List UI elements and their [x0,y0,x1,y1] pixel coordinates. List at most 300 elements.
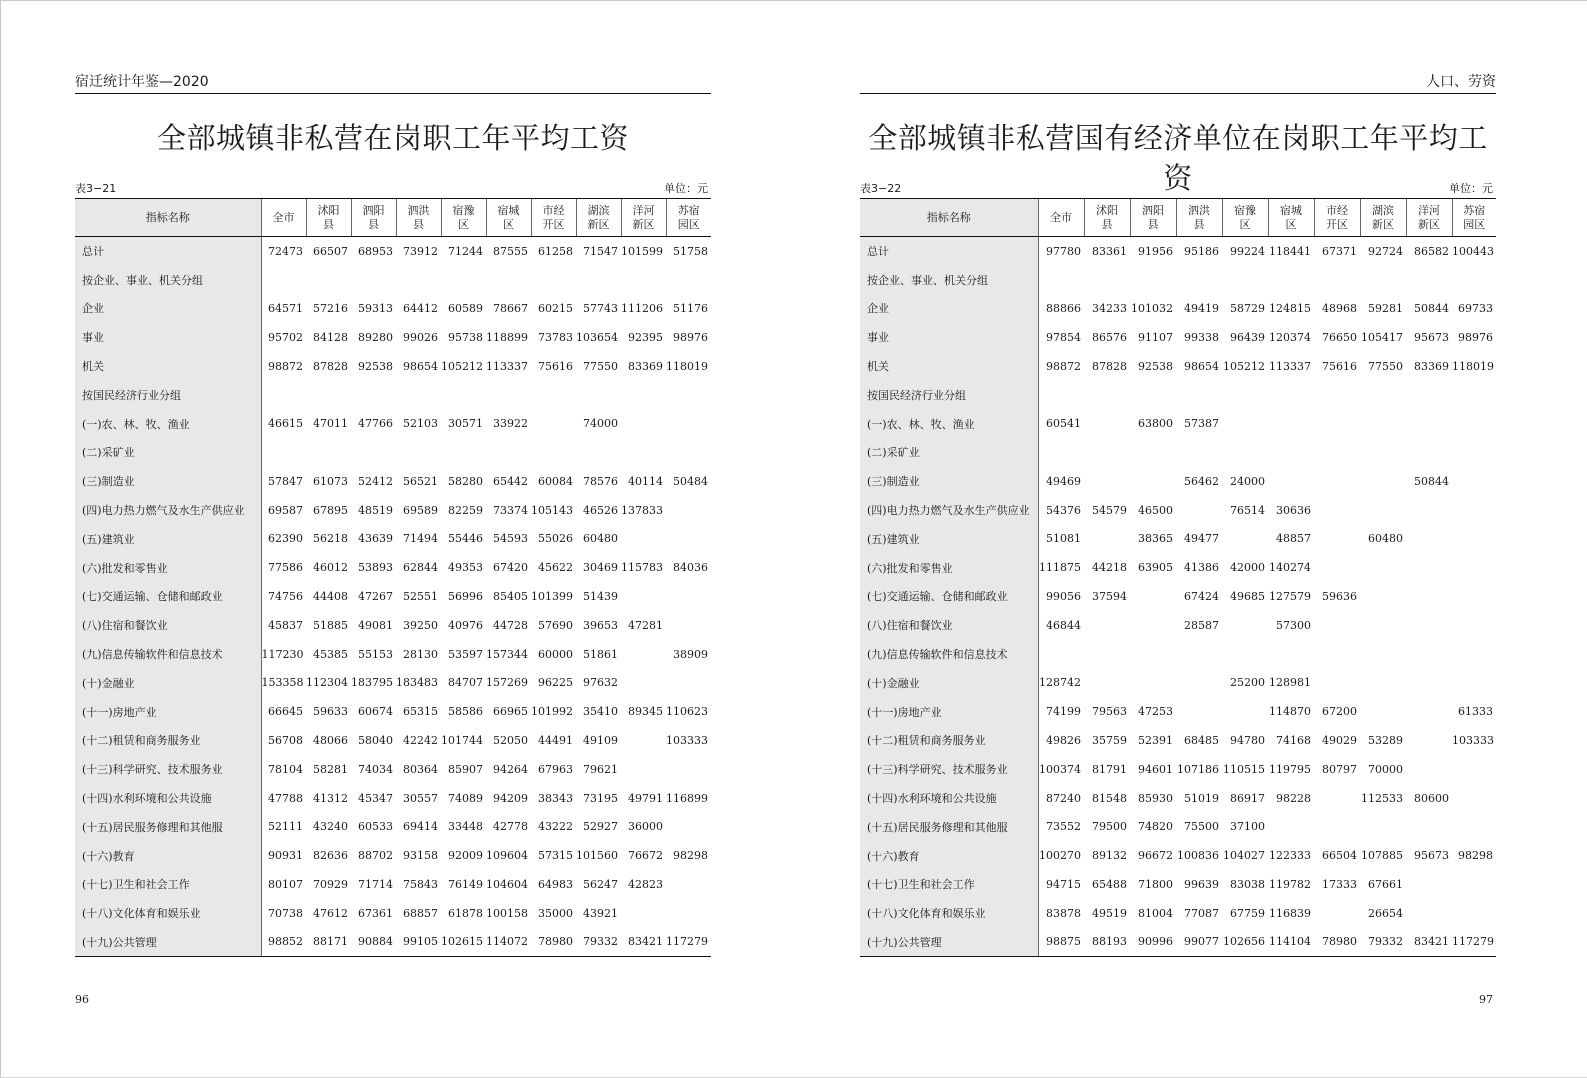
table-cell [1452,899,1496,928]
running-head: 宿迁统计年鉴—2020 [75,72,711,94]
table-cell [1314,899,1360,928]
table-cell [1406,524,1452,553]
table-row [860,582,1496,611]
table-cell [1360,467,1406,496]
table-cell: 79500 [1092,820,1127,834]
row-label: (二)采矿业 [860,438,1038,467]
table-cell: 74168 [1276,733,1311,747]
table-cell [396,438,441,467]
table-cell: 67420 [493,561,528,575]
row-label: 按企业、事业、机关分组 [860,265,1038,294]
table-cell: 80797 [1322,762,1357,776]
table-row [75,352,711,381]
table-cell: 80364 [403,762,438,776]
table-cell: 92009 [448,849,483,863]
table-row [75,294,711,323]
table-cell: 114104 [1268,928,1314,957]
table-cell: 89280 [358,330,393,344]
table-cell [666,870,711,899]
row-label: 事业 [75,323,261,352]
table-cell [666,812,711,841]
table-cell: 74000 [583,417,618,431]
table-cell: 51885 [313,618,348,632]
table-cell: 97854 [1046,330,1081,344]
table-cell: 67963 [538,762,573,776]
row-label: (十七)卫生和社会工作 [75,870,261,899]
table-cell [486,380,531,409]
table-cell [1314,467,1360,496]
table-cell: 77087 [1184,906,1219,920]
table-cell: 157269 [486,676,528,690]
table-cell [1130,380,1176,409]
table-cell: 67361 [358,906,393,920]
table-cell [1406,899,1452,928]
table-cell: 73783 [538,330,573,344]
table-cell [621,380,666,409]
table-cell: 71714 [358,877,393,891]
column-header: 湖滨 新区 [576,199,621,237]
row-label: (十二)租赁和商务服务业 [860,726,1038,755]
table-cell: 117279 [666,928,711,957]
table-row [860,870,1496,899]
table-cell [1406,812,1452,841]
table-cell [261,265,306,294]
table-cell: 56247 [583,877,618,891]
table-number: 表3−21 [75,182,117,195]
table-cell: 70738 [268,906,303,920]
row-label: (十五)居民服务修理和其他服 [860,812,1038,841]
table-cell: 43921 [583,906,618,920]
table-cell: 78576 [583,474,618,488]
table-cell: 84707 [448,676,483,690]
table-cell [1038,438,1084,467]
table-cell: 60000 [538,647,573,661]
table-cell: 46012 [313,561,348,575]
row-label: 总计 [75,237,261,266]
table-cell: 96439 [1230,330,1265,344]
table-cell [1130,668,1176,697]
table-cell [531,380,576,409]
table-cell [1130,438,1176,467]
table-cell: 88866 [1046,301,1081,315]
table-cell: 91107 [1138,330,1173,344]
table-cell: 51081 [1046,532,1081,546]
table-cell: 95186 [1184,244,1219,258]
table-cell [1314,611,1360,640]
table-cell [1406,438,1452,467]
table-row [860,294,1496,323]
table-row [75,726,711,755]
table-cell [621,582,666,611]
row-label: 企业 [860,294,1038,323]
table-cell: 92395 [628,330,663,344]
table-cell: 59633 [313,705,348,719]
table-cell: 30469 [583,561,618,575]
table-row [860,928,1496,957]
table-cell [1084,265,1130,294]
table-cell: 87240 [1046,791,1081,805]
table-cell: 183483 [396,676,438,690]
table-cell [1314,524,1360,553]
table-cell: 76672 [628,849,663,863]
table-cell: 66507 [313,244,348,258]
column-header: 市经 开区 [1314,199,1360,237]
table-cell: 90884 [351,928,396,957]
table-cell [1314,812,1360,841]
column-header: 沭阳 县 [306,199,351,237]
table-cell: 69414 [403,820,438,834]
table-cell: 81548 [1092,791,1127,805]
table-cell [1130,582,1176,611]
table-cell: 60533 [358,820,393,834]
table-cell: 116899 [666,791,708,805]
table-cell [306,438,351,467]
table-row [75,697,711,726]
table-cell: 93158 [403,849,438,863]
table-cell: 66645 [268,705,303,719]
table-cell: 92724 [1368,244,1403,258]
table-cell [1452,380,1496,409]
row-label: (九)信息传输软件和信息技术 [860,640,1038,669]
table-cell: 45622 [538,561,573,575]
table-cell: 65488 [1092,877,1127,891]
table-row [75,380,711,409]
table-cell [1452,755,1496,784]
table-cell: 52927 [583,820,618,834]
table-cell [531,409,576,438]
table-cell: 117230 [261,647,304,661]
table-cell: 76514 [1230,503,1265,517]
table-cell: 79563 [1092,705,1127,719]
table-cell: 49029 [1322,733,1357,747]
table-cell [351,380,396,409]
table-cell: 53597 [448,647,483,661]
table-cell: 75616 [1322,359,1357,373]
table-cell: 68953 [358,244,393,258]
table-cell: 43240 [313,820,348,834]
table-cell [1360,496,1406,525]
row-label: (十)金融业 [860,668,1038,697]
table-cell: 47281 [628,618,663,632]
row-label: (十一)房地产业 [860,697,1038,726]
table-cell: 45347 [358,791,393,805]
table-cell: 78980 [1314,928,1360,957]
table-cell: 98298 [673,849,708,863]
table-cell: 114072 [486,928,531,957]
table-cell: 50484 [673,474,708,488]
table-cell [1452,870,1496,899]
row-label: (十六)教育 [75,841,261,870]
table-cell: 76650 [1322,330,1357,344]
column-header: 沭阳 县 [1084,199,1130,237]
column-header: 湖滨 新区 [1360,199,1406,237]
table-cell: 58729 [1230,301,1265,315]
table-cell: 42242 [403,733,438,747]
table-cell: 46500 [1138,503,1173,517]
table-cell: 83421 [1406,928,1452,957]
table-cell: 35410 [583,705,618,719]
table-cell: 94601 [1138,762,1173,776]
table-header-row [860,199,1496,237]
table-cell [666,755,711,784]
table-cell [1176,380,1222,409]
table-cell [1084,524,1130,553]
table-cell: 99338 [1184,330,1219,344]
table-cell: 87828 [313,359,348,373]
table-cell: 84036 [673,561,708,575]
table-cell [1452,640,1496,669]
table-cell [261,380,306,409]
table-cell: 102656 [1222,928,1268,957]
table-cell: 38909 [673,647,708,661]
table-row [75,553,711,582]
table-cell: 66504 [1322,849,1357,863]
table-cell: 105143 [531,503,573,517]
table-cell [1268,380,1314,409]
table-cell [1314,668,1360,697]
table-cell [1268,265,1314,294]
table-cell [621,640,666,669]
table-cell: 95702 [268,330,303,344]
table-cell: 101032 [1131,301,1173,315]
table-cell [1360,553,1406,582]
table-cell [666,265,711,294]
table-cell [1130,640,1176,669]
table-cell [531,438,576,467]
table-cell: 120374 [1269,330,1311,344]
table-cell: 60674 [358,705,393,719]
table-cell: 69589 [403,503,438,517]
table-cell [1130,265,1176,294]
table-cell: 105212 [1223,359,1265,373]
table-cell [621,524,666,553]
table-cell: 105212 [441,359,483,373]
left-page [75,0,711,1077]
table-cell: 52412 [358,474,393,488]
column-header-indicator: 指标名称 [860,199,1038,237]
table-cell: 137833 [621,503,663,517]
table-cell: 30636 [1276,503,1311,517]
table-cell: 52050 [493,733,528,747]
table-cell: 109604 [486,849,528,863]
table-cell [1084,467,1130,496]
table-cell: 100836 [1177,849,1219,863]
table-cell [486,265,531,294]
table-cell [396,265,441,294]
table-cell [1130,467,1176,496]
row-label: (十三)科学研究、技术服务业 [860,755,1038,784]
table-cell [1406,640,1452,669]
table-cell: 49519 [1092,906,1127,920]
table-cell: 37100 [1230,820,1265,834]
table-cell [1314,380,1360,409]
table-cell [1360,409,1406,438]
table-cell [1452,812,1496,841]
table-cell: 183795 [351,676,393,690]
table-cell: 92538 [358,359,393,373]
table-cell: 90931 [268,849,303,863]
row-label: 按国民经济行业分组 [75,380,261,409]
table-cell: 43639 [358,532,393,546]
table-cell: 82259 [448,503,483,517]
table-row [75,755,711,784]
column-header: 苏宿 园区 [666,199,711,237]
table-cell: 128981 [1269,676,1311,690]
table-cell: 47612 [313,906,348,920]
column-header: 市经 开区 [531,199,576,237]
table-cell: 30557 [403,791,438,805]
table-cell: 98228 [1276,791,1311,805]
table-cell: 75500 [1184,820,1219,834]
table-cell [666,380,711,409]
table-cell: 74756 [268,589,303,603]
table-cell [1360,611,1406,640]
row-label: (七)交通运输、仓储和邮政业 [860,582,1038,611]
table-cell [1452,438,1496,467]
table-cell: 101992 [531,705,573,719]
table-cell [1084,409,1130,438]
table-cell [621,265,666,294]
table-row [75,841,711,870]
table-row [75,265,711,294]
table-cell: 60480 [583,532,618,546]
table-cell: 77550 [1368,359,1403,373]
table-row [860,496,1496,525]
table-cell: 63800 [1138,417,1173,431]
table-row [75,524,711,553]
table-cell: 119795 [1269,762,1311,776]
row-label: (十三)科学研究、技术服务业 [75,755,261,784]
table-cell: 49109 [583,733,618,747]
right-page [860,0,1496,1077]
table-cell [1314,265,1360,294]
table-cell: 89345 [628,705,663,719]
table-row [860,640,1496,669]
row-label: 企业 [75,294,261,323]
table-cell: 101399 [531,589,573,603]
table-cell: 64983 [538,877,573,891]
table-row [860,265,1496,294]
table-cell [1222,409,1268,438]
table-cell [1360,640,1406,669]
column-header-indicator: 指标名称 [75,199,261,237]
table-cell: 112304 [306,676,348,690]
table-cell: 64412 [403,301,438,315]
table-cell: 94209 [493,791,528,805]
table-cell: 71547 [583,244,618,258]
table-cell: 70929 [313,877,348,891]
table-cell: 35759 [1092,733,1127,747]
table-cell: 83369 [628,359,663,373]
table-cell: 49419 [1184,301,1219,315]
row-label: 机关 [860,352,1038,381]
table-cell [1452,524,1496,553]
table-row [75,928,711,957]
page-number: 97 [1479,993,1493,1006]
table-cell [1360,697,1406,726]
table-cell: 56996 [448,589,483,603]
table-cell: 33448 [448,820,483,834]
table-cell [1176,265,1222,294]
table-cell: 85930 [1138,791,1173,805]
running-head: 人口、劳资 [860,72,1496,94]
table-cell: 47766 [358,417,393,431]
table-cell [621,899,666,928]
table-cell: 61073 [313,474,348,488]
table-cell: 53893 [358,561,393,575]
table-row [75,784,711,813]
table-cell [1084,640,1130,669]
table-row [860,755,1496,784]
table-cell: 78667 [493,301,528,315]
table-cell [666,668,711,697]
table-cell: 95738 [448,330,483,344]
table-cell: 58586 [448,705,483,719]
table-cell: 80600 [1414,791,1449,805]
table-cell: 95673 [1414,849,1449,863]
row-label: (十八)文化体育和娱乐业 [75,899,261,928]
row-label: (四)电力热力燃气及水生产供应业 [860,496,1038,525]
table-cell [1452,496,1496,525]
table-cell: 58280 [448,474,483,488]
table-cell: 71494 [403,532,438,546]
table-cell: 94264 [493,762,528,776]
table-cell: 74820 [1138,820,1173,834]
table-cell: 100158 [486,906,528,920]
unit-label: 单位：元 [664,182,708,195]
table-cell: 110623 [666,705,708,719]
table-cell: 110515 [1223,762,1265,776]
table-cell: 118019 [666,359,708,373]
row-label: (三)制造业 [860,467,1038,496]
table-cell: 88171 [306,928,351,957]
table-row [75,812,711,841]
table-cell: 52551 [403,589,438,603]
page-number: 96 [75,993,89,1006]
row-label: (十四)水利环境和公共设施 [860,784,1038,813]
table-cell: 50844 [1414,474,1449,488]
table-cell [1452,265,1496,294]
table-cell [1176,438,1222,467]
table-cell: 49791 [628,791,663,805]
table-cell: 74034 [358,762,393,776]
table-cell: 40976 [448,618,483,632]
table-cell [621,409,666,438]
table-cell: 53289 [1368,733,1403,747]
table-cell: 79332 [1360,928,1406,957]
table-cell: 77586 [268,561,303,575]
table-cell: 61878 [448,906,483,920]
table-cell: 60589 [448,301,483,315]
table-cell: 98976 [673,330,708,344]
table-cell [396,380,441,409]
row-label: (十七)卫生和社会工作 [860,870,1038,899]
table-cell [1314,640,1360,669]
column-header: 泗洪 县 [1176,199,1222,237]
table-cell: 111875 [1039,561,1081,575]
table-cell: 48857 [1276,532,1311,546]
table-cell [1360,380,1406,409]
table-cell [1406,755,1452,784]
table-cell [1452,553,1496,582]
table-cell [666,409,711,438]
table-cell: 54376 [1046,503,1081,517]
table-row [860,524,1496,553]
table-cell: 39653 [583,618,618,632]
table-cell: 51439 [583,589,618,603]
table-cell: 67424 [1184,589,1219,603]
table-cell: 153358 [261,676,304,690]
